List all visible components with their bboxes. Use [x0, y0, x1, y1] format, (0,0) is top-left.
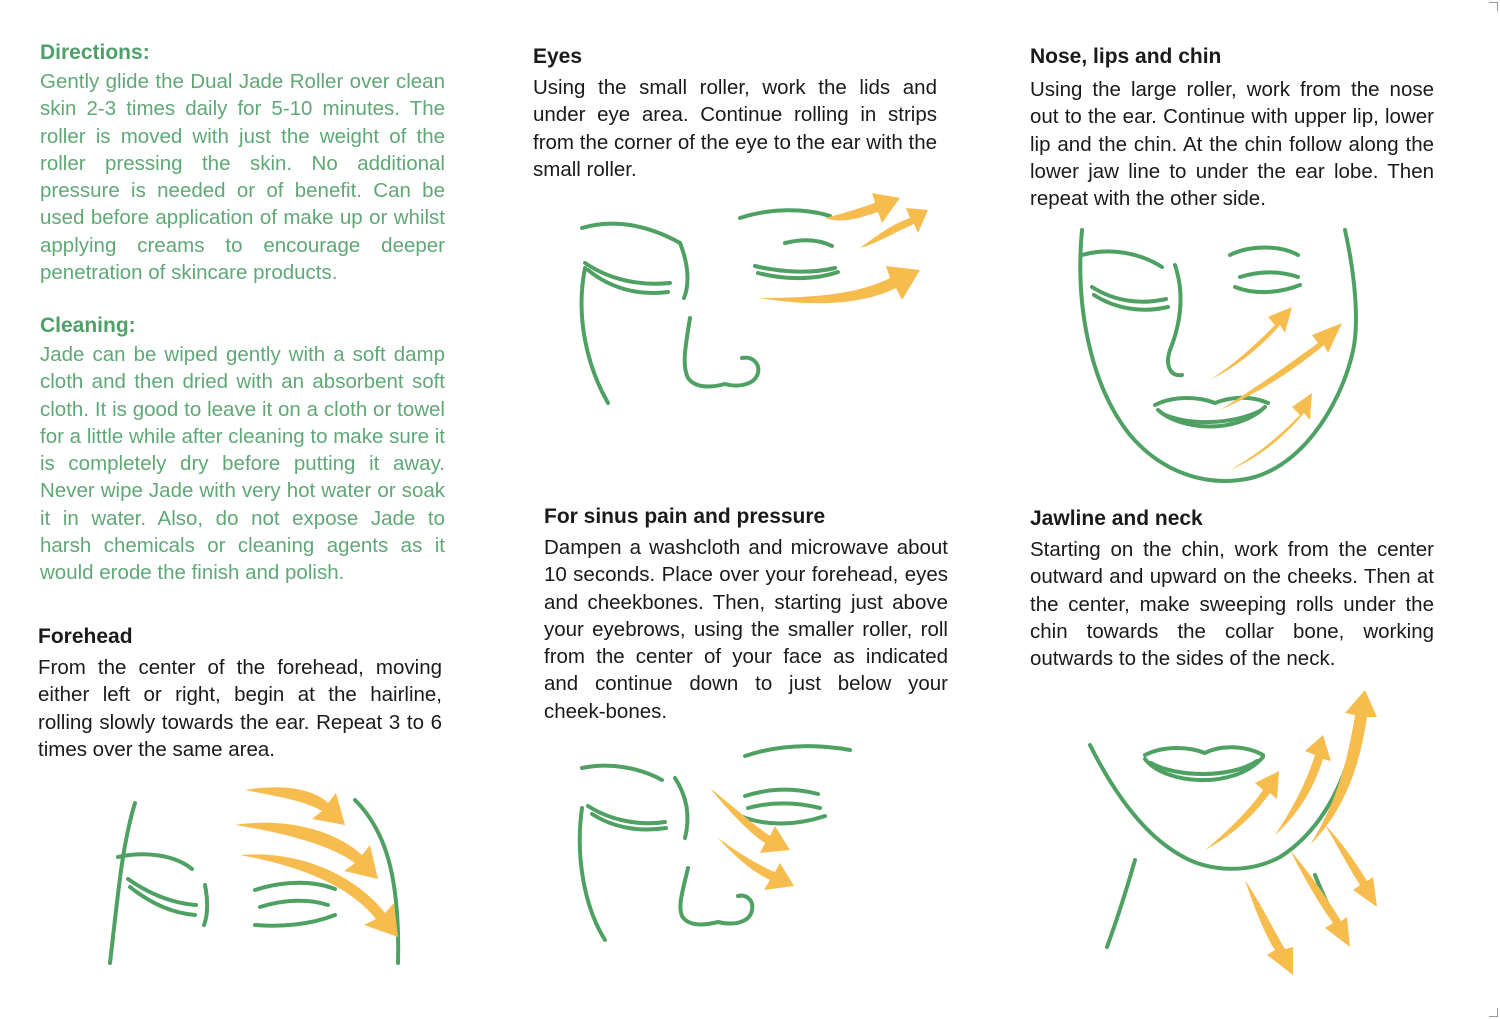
directions-section [40, 40, 445, 286]
arrow-icon [245, 787, 345, 825]
sinus-title: For sinus pain and pressure [544, 505, 826, 528]
eyes-section [533, 44, 937, 183]
corner-mark [1489, 1008, 1498, 1017]
eyes-title: Eyes [533, 45, 583, 68]
jawline-text: Starting on the chin, work from the center outward and upward on the cheeks. Then at the center, make sweeping rolls under the chin towards the collar bone, working outwards to the sides of the neck. [1030, 538, 1434, 671]
arrow-icon [1290, 850, 1350, 947]
sinus-section [544, 504, 948, 725]
cleaning-title: Cleaning: [40, 314, 136, 337]
arrow-icon [825, 193, 900, 223]
arrow-icon [1275, 735, 1331, 835]
eyes-text: Using the small roller, work the lids and under eye area. Continue rolling in strips from the corner of the eye to the ear with the small roller. [533, 76, 937, 181]
nose-section [1030, 44, 1434, 212]
nose-illustration [1070, 225, 1370, 495]
eyes-illustration [570, 188, 940, 413]
nose-title: Nose, lips and chin [1030, 45, 1222, 68]
arrow-icon [1205, 771, 1279, 850]
arrow-icon [1210, 307, 1292, 380]
arrow-icon [1325, 825, 1377, 907]
cleaning-text: Jade can be wiped gently with a soft damp cloth and then dried with an absorbent soft cloth. It is good to leave it on a cloth or towel for a little while after cleaning to make sure it is completely dry before putting it away. Never wipe Jade with very hot water or soak it in water. Also, do not expose Jade to harsh chemicals or cleaning agents as it would erode the finish and polish. [40, 343, 445, 585]
forehead-section [38, 624, 442, 763]
forehead-text: From the center of the forehead, moving either left or right, begin at the hairline, rolling slowly towards the ear. Repeat 3 to 6 times over the same area. [38, 656, 442, 761]
sinus-illustration [570, 738, 870, 948]
nose-text: Using the large roller, work from the nose out to the ear. Continue with upper lip, lower lip and the chin. At the chin follow along the lower jaw line to under the ear lobe. Then repeat with the other side. [1030, 78, 1434, 211]
cleaning-section [40, 313, 445, 587]
sinus-text: Dampen a washcloth and microwave about 10 seconds. Place over your forehead, eyes and cheekbones. Then, starting just above your eyebrows, using the smaller roller, roll from the center of your face as indicated and continue down to just below your cheek-bones. [544, 536, 948, 723]
arrow-icon [1230, 393, 1312, 470]
directions-title: Directions: [40, 41, 150, 64]
forehead-illustration [100, 775, 420, 970]
corner-mark [1489, 2, 1498, 11]
forehead-title: Forehead [38, 625, 133, 648]
arrow-icon [1245, 880, 1293, 975]
directions-text: Gently glide the Dual Jade Roller over clean skin 2-3 times daily for 5-10 minutes. The roller is moved with just the weight of the roller pressing the skin. No additional pressure is needed or of benefit. Can be used before application of make up or whilst applying creams to encourage deeper penetration of skincare products. [40, 70, 445, 285]
jawline-section [1030, 506, 1434, 672]
jawline-title: Jawline and neck [1030, 507, 1203, 530]
jawline-illustration [1085, 685, 1385, 980]
